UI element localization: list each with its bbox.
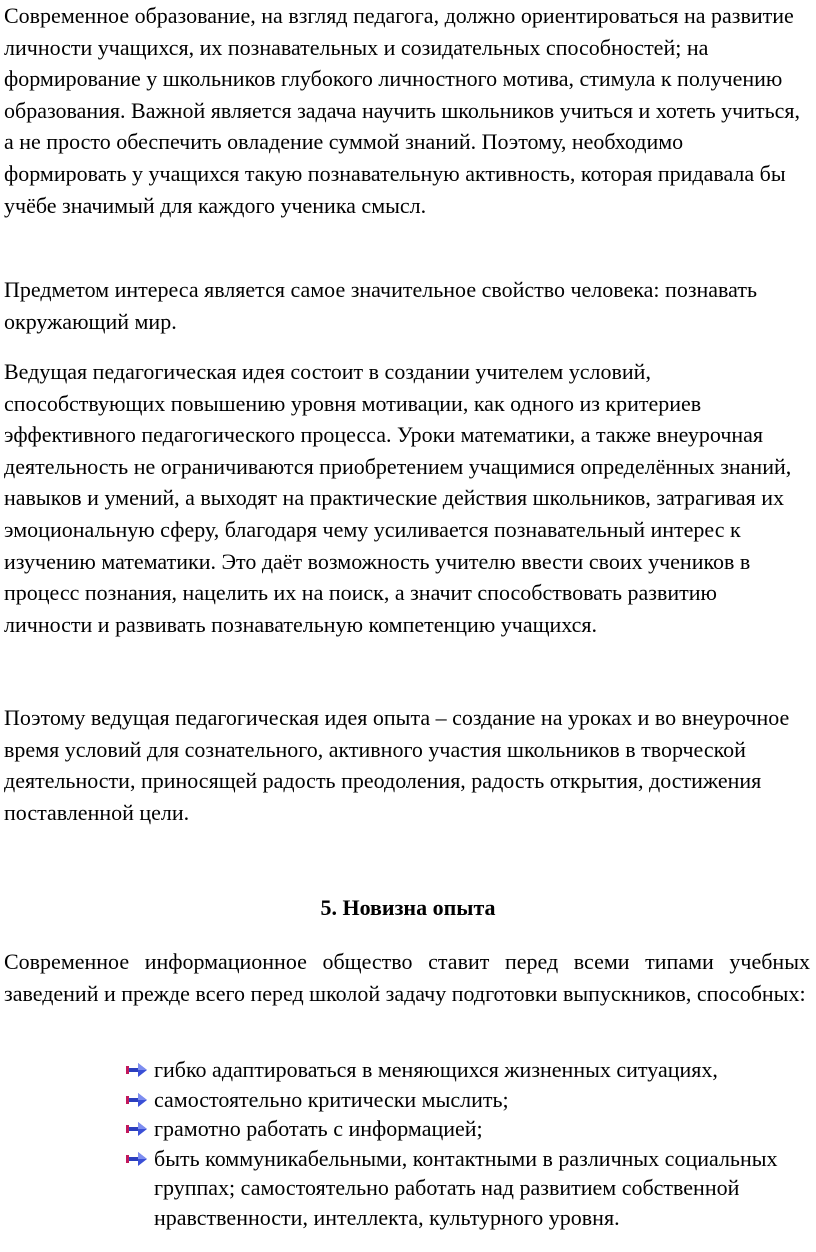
bullet-text: гибко адаптироваться в меняющихся жизненных ситуациях, — [154, 1057, 718, 1082]
list-item — [126, 1055, 816, 1085]
list-item — [126, 1085, 816, 1115]
paragraph-section-intro: Современное информационное общество ставит перед всеми типами учебных заведений и прежде всего перед школой задачу подготовки выпускников, способных: — [4, 949, 810, 1006]
section-heading-novelty: 5. Новизна опыта — [320, 895, 496, 920]
bullet-text: грамотно работать с информацией; — [154, 1116, 483, 1141]
arrow-bullet-icon — [126, 1091, 148, 1109]
paragraph-interest-subject: Предметом интереса является самое значительное свойство человека: познавать окружающий мир. — [4, 277, 757, 334]
bullet-text: быть коммуникабельными, контактными в различных социальных группах; самостоятельно работать над развитием собственной нравственности, интеллекта, культурного уровня. — [154, 1145, 778, 1230]
arrow-bullet-icon — [126, 1150, 148, 1168]
arrow-bullet-icon — [126, 1120, 148, 1138]
arrow-bullet-icon — [126, 1061, 148, 1079]
paragraph-education-goals: Современное образование, на взгляд педагога, должно ориентироваться на развитие личности учащихся, их познавательных и созидательных способностей; на формирование у школьников глубокого личностного мотива, стимула к получению образования. Важной является задача научить школьников учиться и хотеть учиться, а не просто обеспечить овладение суммой знаний. Поэтому, необходимо формировать у учащихся такую познавательную активность, которая придавала бы учёбе значимый для каждого ученика смысл. — [4, 3, 800, 218]
list-item — [126, 1144, 816, 1233]
paragraph-leading-idea: Ведущая педагогическая идея состоит в создании учителем условий, способствующих повышению уровня мотивации, как одного из критериев эффективного педагогического процесса. Уроки математики, а также внеурочная деятельность не ограничиваются приобретением учащимися определённых знаний, навыков и умений, а выходят на практические действия школьников, затрагивая их эмоциональную сферу, благодаря чему усиливается познавательный интерес к изучению математики. Это даёт возможность учителю ввести своих учеников в процесс познания, нацелить их на поиск, а значит способствовать развитию личности и развивать познавательную компетенцию учащихся. — [4, 359, 792, 637]
bullet-text: самостоятельно критически мыслить; — [154, 1086, 509, 1112]
bullet-list — [126, 1055, 816, 1232]
paragraph-experience-idea: Поэтому ведущая педагогическая идея опыта – создание на уроках и во внеурочное время условий для сознательного, активного участия школьников в творческой деятельности, приносящей радость преодоления, радость открытия, достижения поставленной цели. — [4, 705, 790, 825]
list-item — [126, 1114, 816, 1144]
